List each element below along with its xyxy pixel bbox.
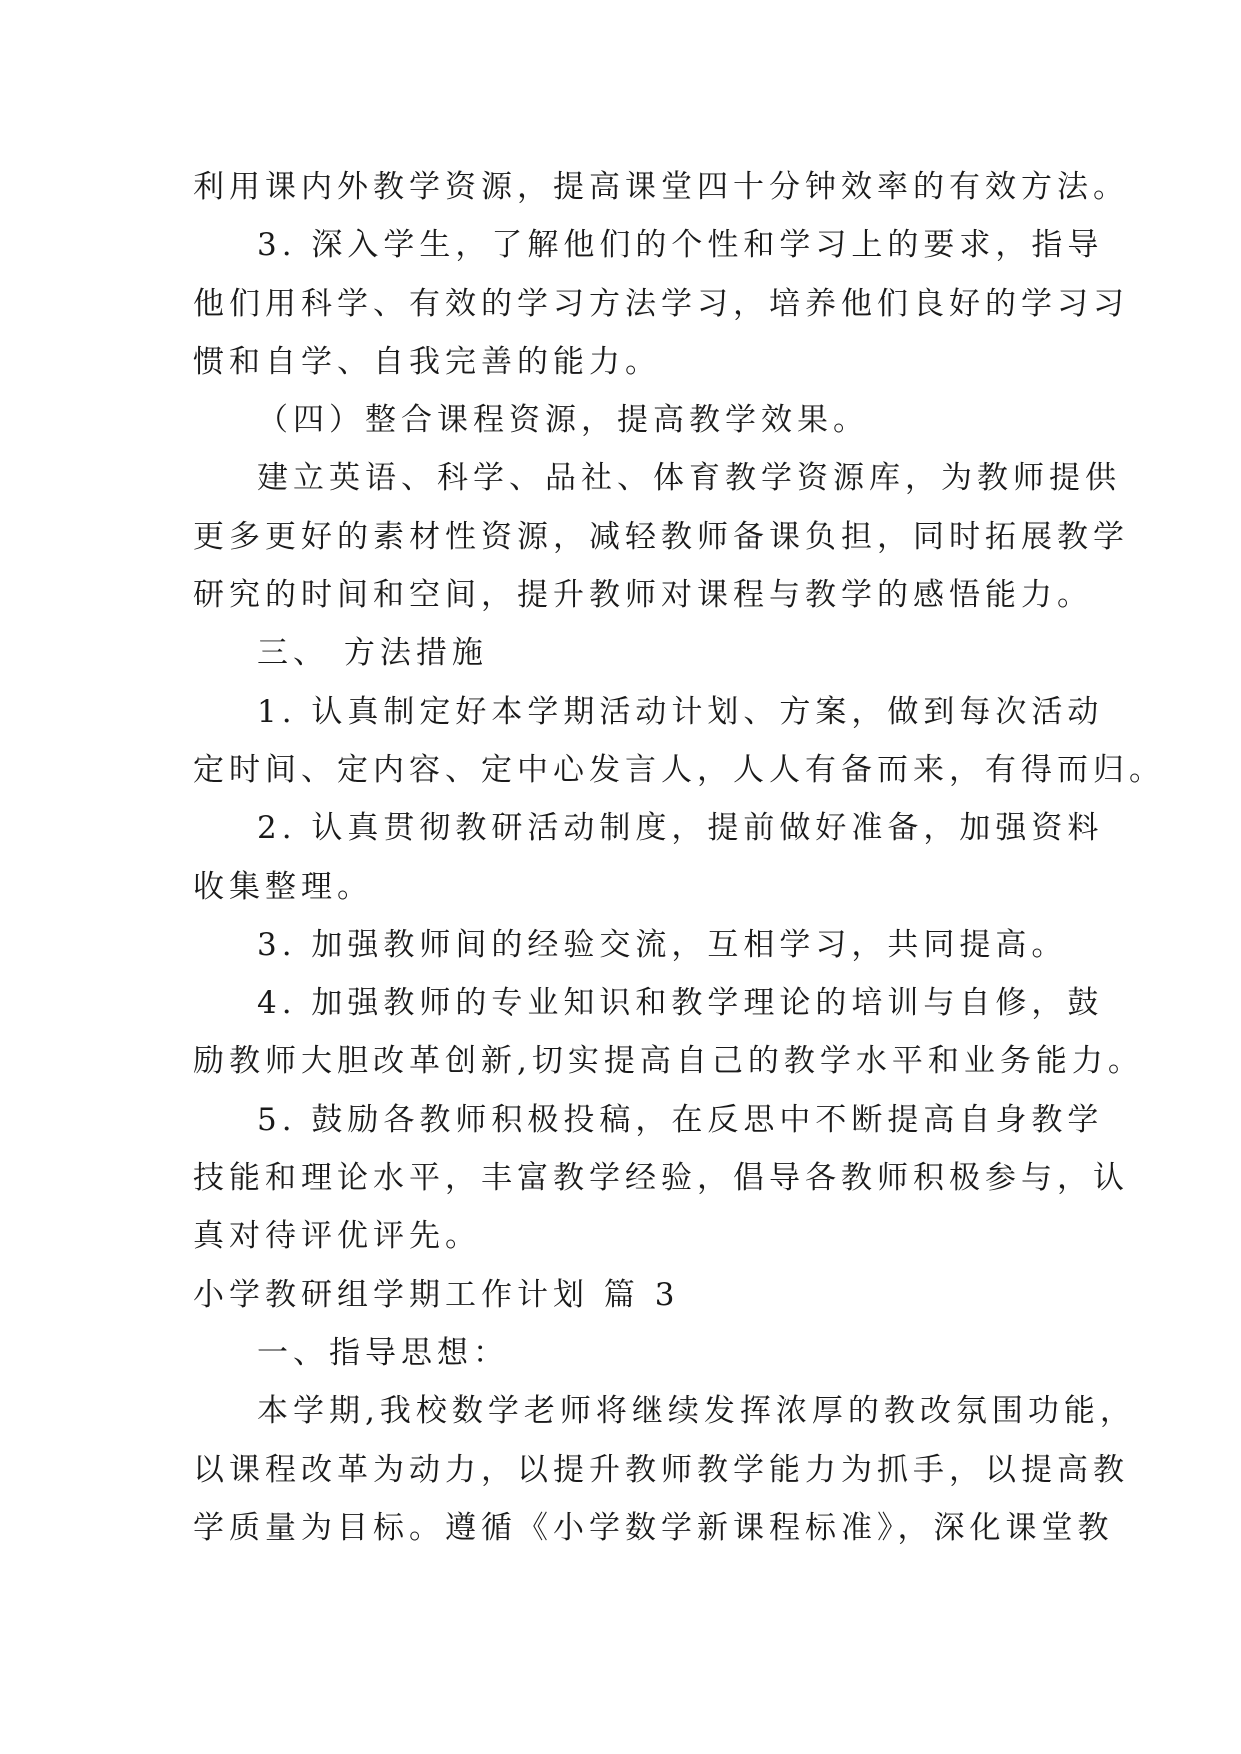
text-line: 研究的时间和空间，提升教师对课程与教学的感悟能力。 <box>193 577 1093 614</box>
document-title: 小学教研组学期工作计划 篇 3 <box>193 1276 680 1313</box>
text-line: 以课程改革为动力，以提升教师教学能力为抓手，以提高教 <box>193 1451 1129 1488</box>
text-line: 本学期,我校数学老师将继续发挥浓厚的教改氛围功能， <box>257 1393 1136 1430</box>
text-line: 利用课内外教学资源，提高课堂四十分钟效率的有效方法。 <box>193 169 1129 205</box>
text-line: 3. 加强教师间的经验交流，互相学习，共同提高。 <box>257 926 1068 963</box>
text-line: 他们用科学、有效的学习方法学习，培养他们良好的学习习 <box>193 285 1129 322</box>
text-line: 学质量为目标。遵循《小学数学新课程标准》，深化课堂教 <box>193 1509 1114 1546</box>
text-line: 1. 认真制定好本学期活动计划、方案，做到每次活动 <box>257 693 1104 730</box>
text-line: 4. 加强教师的专业知识和教学理论的培训与自修，鼓 <box>257 985 1104 1022</box>
text-line: 定时间、定内容、定中心发言人，人人有备而来，有得而归。 <box>193 751 1165 788</box>
text-line: 2. 认真贯彻教研活动制度，提前做好准备，加强资料 <box>257 810 1104 847</box>
text-line: 励教师大胆改革创新,切实提高自己的教学水平和业务能力。 <box>193 1043 1144 1080</box>
section-heading: 三、 方法措施 <box>257 635 488 672</box>
text-line: 3. 深入学生，了解他们的个性和学习上的要求，指导 <box>257 227 1104 264</box>
text-line: 真对待评优评先。 <box>193 1218 481 1255</box>
section-heading: 一、指导思想： <box>257 1334 509 1371</box>
text-line: 5. 鼓励各教师积极投稿，在反思中不断提高自身教学 <box>257 1101 1104 1138</box>
text-line: 技能和理论水平，丰富教学经验，倡导各教师积极参与，认 <box>193 1160 1129 1197</box>
text-line: 收集整理。 <box>193 868 373 905</box>
section-heading: （四）整合课程资源，提高教学效果。 <box>257 402 869 439</box>
text-line: 建立英语、科学、品社、体育教学资源库，为教师提供 <box>257 460 1121 497</box>
text-line: 惯和自学、自我完善的能力。 <box>193 343 661 380</box>
text-line: 更多更好的素材性资源，减轻教师备课负担，同时拓展教学 <box>193 518 1129 555</box>
body-text <box>193 158 1165 1557</box>
